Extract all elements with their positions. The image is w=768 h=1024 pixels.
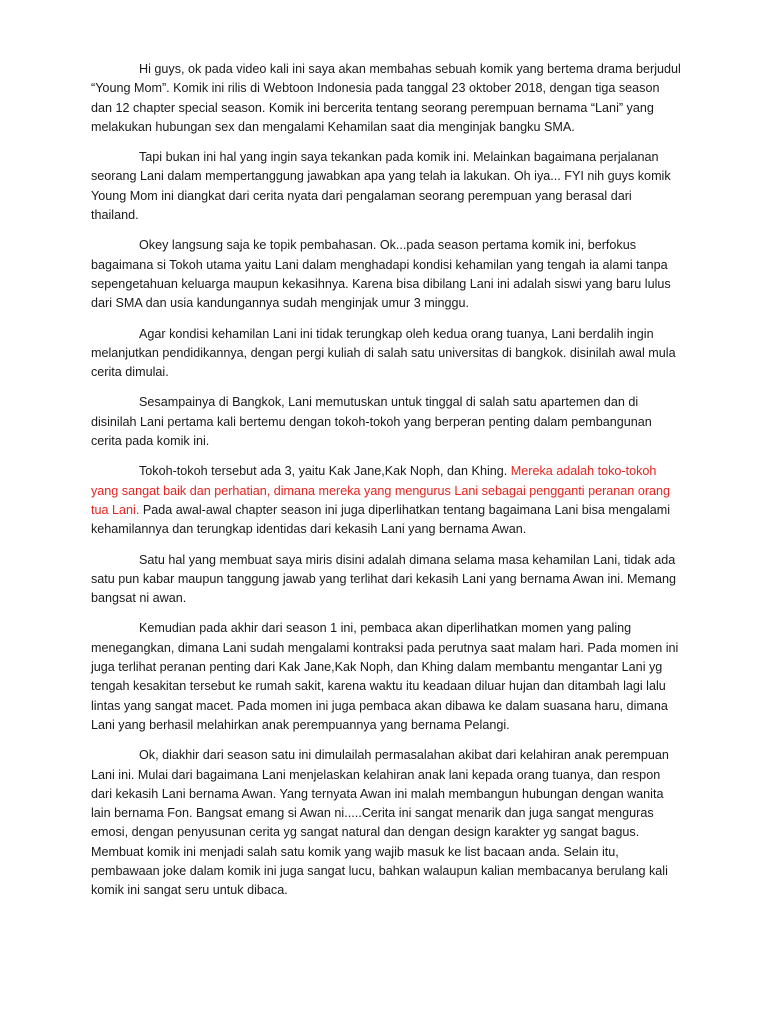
paragraph-season-one: Okey langsung saja ke topik pembahasan. Ok...pada season pertama komik ini, berfokus bagaimana si Tokoh utama yaitu Lani dalam menghadapi kondisi kehamilan yang tengah ia alami tanpa sepengetahuan keluarga maupun kekasihnya. Karena bisa dibilang Lani ini adalah siswi yang baru lulus dari SMA dan usia kandungannya sudah menginjak umur 3 minggu. [91,238,671,311]
paragraph-characters-lead: Tokoh-tokoh tersebut ada 3, yaitu Kak Jane,Kak Noph, dan Khing. [139,464,511,479]
document-page [91,60,681,912]
paragraph-conclusion: Ok, diakhir dari season satu ini dimulailah permasalahan akibat dari kelahiran anak perempuan Lani ini. Mulai dari bagaimana Lani menjelaskan kelahiran anak lani kepada orang tuanya, dan respon dari kekasih Lani bernama Awan. Yang ternyata Awan ini malah membangun hubungan dengan wanita lain bernama Fon. Bangsat emang si Awan ni.....Cerita ini sangat menarik dan juga sangat menguras emosi, dengan penyusunan cerita yg sangat natural dan dengan design karakter yg sangat bagus. Membuat komik ini menjadi salah satu komik yang wajib masuk ke list bacaan anda. Selain itu, pembawaan joke dalam komik ini juga sangat lucu, bahkan walaupun kalian membacanya berulang kali komik ini sangat seru untuk dibaca. [91,748,669,898]
highlighted-sentence: Mereka adalah toko-tokoh yang sangat baik dan perhatian, dimana mereka yang mengurus Lani sebagai pengganti peranan orang tua Lani. [91,464,671,517]
paragraph-intro: Hi guys, ok pada video kali ini saya akan membahas sebuah komik yang bertema drama berjudul “Young Mom”. Komik ini rilis di Webtoon Indonesia pada tanggal 23 oktober 2018, dengan tiga season dan 12 chapter special season. Komik ini bercerita tentang seorang perempuan bernama “Lani” yang melakukan hubungan sex dan mengalami Kehamilan saat dia menginjak bangku SMA. [91,62,681,134]
paragraph-bangkok-reason: Agar kondisi kehamilan Lani ini tidak terungkap oleh kedua orang tuanya, Lani berdalih ingin melanjutkan pendidikannya, dengan pergi kuliah di salah satu universitas di bangkok. disinilah awal mula cerita dimulai. [91,326,676,380]
paragraph-apartment: Sesampainya di Bangkok, Lani memutuskan untuk tinggal di salah satu apartemen dan di disinilah Lani pertama kali bertemu dengan tokoh-tokoh yang berperan penting dalam pembangunan cerita pada komik ini. [91,395,652,449]
paragraph-characters-tail: Pada awal-awal chapter season ini juga diperlihatkan tentang bagaimana Lani bisa mengalami kehamilannya dan terungkap identidas dari kekasih Lani yang bernama Awan. [91,502,671,537]
paragraph-contraction: Kemudian pada akhir dari season 1 ini, pembaca akan diperlihatkan momen yang paling menegangkan, dimana Lani sudah mengalami kontraksi pada perutnya saat malam hari. Pada momen ini juga terlihat peranan penting dari Kak Jane,Kak Noph, dan Khing dalam membantu mengantar Lani yg tengah kesakitan tersebut ke rumah sakit, karena waktu itu keadaan diluar hujan dan ditambah lagi lalu lintas yang sangat macet. Pada momen ini juga pembaca akan dibawa ke dalam suasana haru, dimana Lani yang berhasil melahirkan anak perempuannya yang bernama Pelangi. [91,621,679,732]
paragraph-focus: Tapi bukan ini hal yang ingin saya tekankan pada komik ini. Melainkan bagaimana perjalanan seorang Lani dalam mempertanggung jawabkan apa yang telah ia lakukan. Oh iya... FYI nih guys komik Young Mom ini diangkat dari cerita nyata dari pengalaman seorang perempuan yang berasal dari thailand. [91,150,671,223]
paragraph-characters [91,462,681,539]
paragraph-awan: Satu hal yang membuat saya miris disini adalah dimana selama masa kehamilan Lani, tidak ada satu pun kabar maupun tanggung jawab yang terlihat dari kekasih Lani yang bernama Awan ini. Memang bangsat ni awan. [91,552,677,606]
